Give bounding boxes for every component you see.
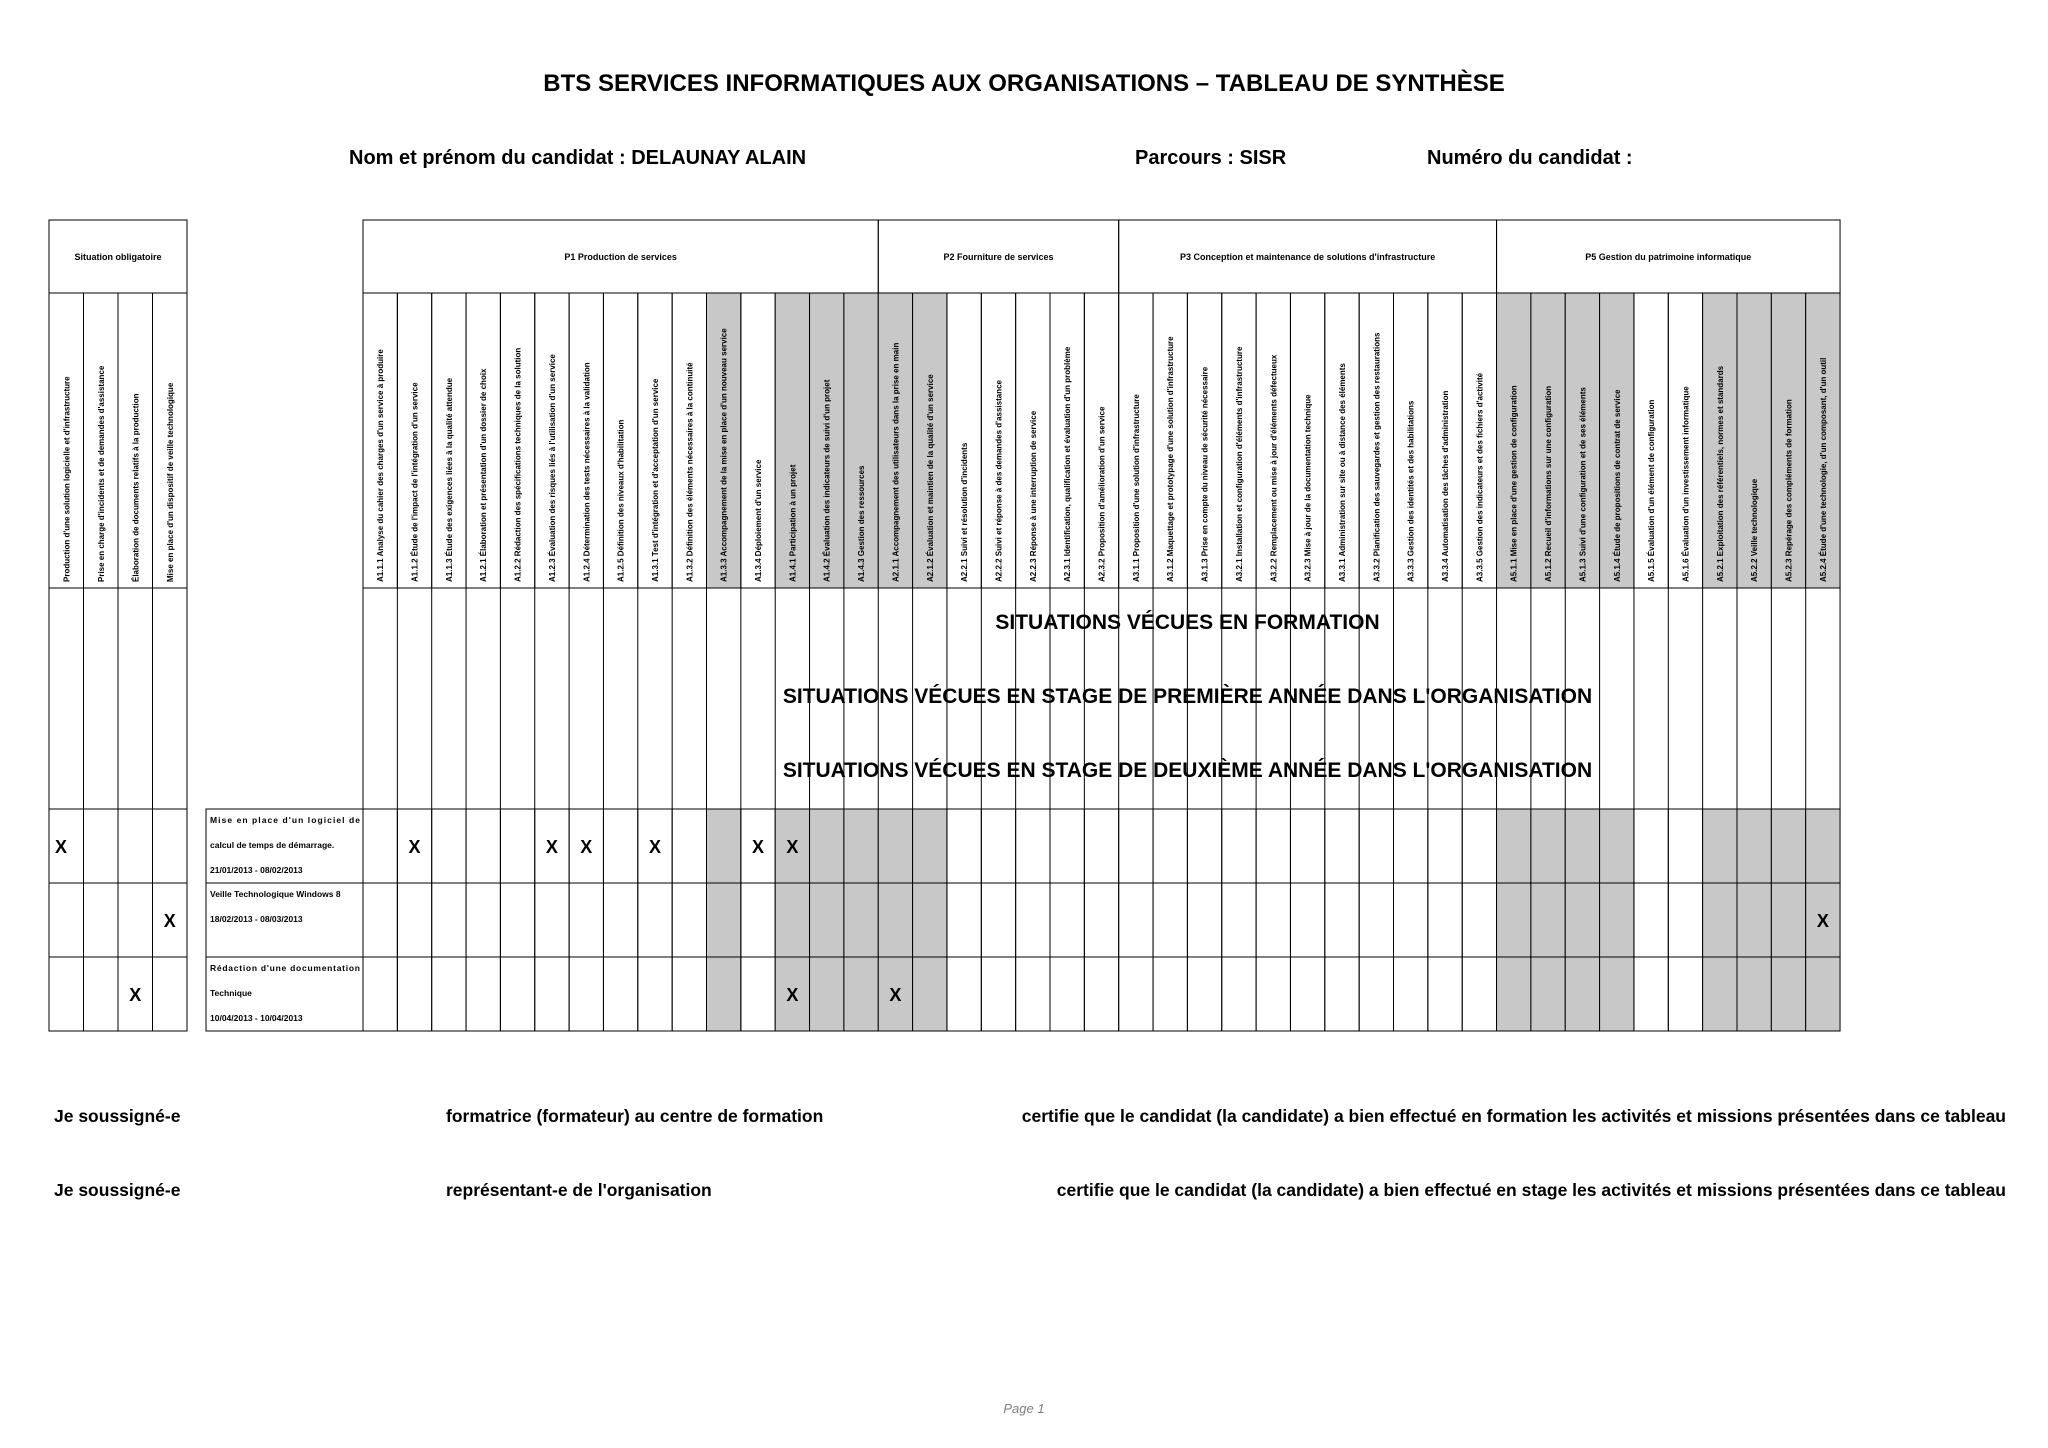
activity-cell — [363, 883, 397, 957]
activity-mark: X — [580, 837, 593, 857]
situation-description-line: Mise en place d'un logiciel de — [210, 815, 360, 825]
activity-cell — [1600, 883, 1634, 957]
activity-cell — [1634, 809, 1668, 883]
activity-cell — [1256, 957, 1290, 1031]
activity-mark: X — [889, 985, 902, 1005]
activity-cell — [844, 809, 878, 883]
activity-column-label: A3.2.1 Installation et configuration d'éléments d'infrastructure — [1234, 346, 1244, 582]
candidate-number: Numéro du candidat : — [1427, 147, 1633, 169]
activity-column-label: A3.3.3 Gestion des identités et des habilitations — [1406, 400, 1416, 582]
situation-cell — [153, 957, 188, 1031]
process-group-label: P3 Conception et maintenance de solutions d'infrastructure — [1180, 252, 1436, 262]
activity-cell — [1737, 883, 1771, 957]
activity-column-label: A1.3.4 Déploiement d'un service — [754, 459, 764, 582]
activity-column-label: A1.4.1 Participation à un projet — [788, 464, 798, 582]
cert2-role: représentant-e de l'organisation — [446, 1180, 712, 1200]
situation-cell — [84, 883, 119, 957]
activity-cell — [672, 883, 706, 957]
activity-cell — [1737, 809, 1771, 883]
page-title: BTS SERVICES INFORMATIQUES AUX ORGANISATIONS – TABLEAU DE SYNTHÈSE — [543, 70, 1505, 97]
situation-cell — [118, 809, 153, 883]
activity-cell — [1084, 957, 1118, 1031]
activity-column-label: A3.3.2 Planification des sauvegardes et gestion des restaurations — [1372, 332, 1382, 582]
activity-cell — [1187, 883, 1221, 957]
activity-cell — [1531, 809, 1565, 883]
activity-cell — [707, 883, 741, 957]
activity-cell — [1771, 883, 1805, 957]
situation-cell — [84, 809, 119, 883]
activity-column-label: A5.1.2 Recueil d'informations sur une configuration — [1544, 385, 1554, 582]
activity-cell — [1119, 883, 1153, 957]
activity-cell — [913, 883, 947, 957]
band-stage-second-year: SITUATIONS VÉCUES EN STAGE DE DEUXIÈME ANNÉE DANS L'ORGANISATION — [782, 759, 1593, 782]
activity-column-label: A5.2.3 Repérage des compléments de formation — [1784, 399, 1794, 582]
activity-cell — [1222, 883, 1256, 957]
situation-description-line: 10/04/2013 - 10/04/2013 — [210, 1013, 303, 1023]
activity-cell — [535, 957, 569, 1031]
activity-column-label: A1.4.2 Évaluation des indicateurs de suivi d'un projet — [822, 379, 832, 582]
activity-cell — [1290, 883, 1324, 957]
activity-cell — [844, 883, 878, 957]
activity-cell — [500, 809, 534, 883]
activity-column-label: A1.3.2 Définition des éléments nécessaires à la continuité — [685, 362, 695, 582]
activity-cell — [1016, 883, 1050, 957]
activity-cell — [1497, 809, 1531, 883]
activity-cell — [1428, 809, 1462, 883]
activity-cell — [1187, 957, 1221, 1031]
activity-cell — [535, 883, 569, 957]
activity-cell — [1187, 809, 1221, 883]
activity-cell — [1050, 957, 1084, 1031]
activity-cell — [466, 809, 500, 883]
situation-cell — [118, 883, 153, 957]
activity-mark: X — [545, 837, 558, 857]
activity-cell — [638, 883, 672, 957]
activity-cell — [1359, 957, 1393, 1031]
activity-cell — [1462, 809, 1496, 883]
situation-description-line: Technique — [210, 988, 252, 998]
activity-cell — [947, 957, 981, 1031]
candidate-name: Nom et prénom du candidat : DELAUNAY ALAIN — [349, 147, 807, 169]
activity-cell — [1050, 883, 1084, 957]
situation-mark: X — [54, 837, 68, 857]
activity-cell — [1394, 957, 1428, 1031]
activity-column-label: A2.2.2 Suivi et réponse à des demandes d'assistance — [994, 380, 1004, 582]
activity-cell — [1359, 809, 1393, 883]
activity-cell — [1325, 883, 1359, 957]
process-group-label: P1 Production de services — [564, 252, 677, 262]
activity-cell — [466, 957, 500, 1031]
activity-cell — [1050, 809, 1084, 883]
activity-cell — [432, 883, 466, 957]
activity-cell — [1565, 957, 1599, 1031]
activity-column-label: A2.1.1 Accompagnement des utilisateurs dans la prise en main — [891, 342, 901, 582]
cert2-statement: certifie que le candidat (la candidate) a bien effectué en stage les activités et missions présentées dans ce tableau — [1056, 1180, 2006, 1200]
activity-column-label: A1.2.1 Élaboration et présentation d'un dossier de choix — [479, 368, 489, 582]
activity-column-label: A1.3.1 Test d'intégration et d'acceptation d'un service — [650, 378, 660, 582]
activity-cell — [1428, 957, 1462, 1031]
activity-cell — [1084, 809, 1118, 883]
activity-cell — [1634, 883, 1668, 957]
activity-column-label: A1.1.1 Analyse du cahier des charges d'un service à produire — [376, 349, 386, 582]
activity-cell — [1531, 883, 1565, 957]
activity-cell — [707, 809, 741, 883]
activity-cell — [1771, 809, 1805, 883]
activity-cell — [1703, 957, 1737, 1031]
activity-cell — [1325, 809, 1359, 883]
situation-column-label: Prise en charge d'incidents et de demandes d'assistance — [96, 365, 106, 582]
situation-header-label: Situation obligatoire — [74, 252, 162, 262]
band-stage-first-year: SITUATIONS VÉCUES EN STAGE DE PREMIÈRE ANNÉE DANS L'ORGANISATION — [782, 685, 1593, 708]
cert1-role: formatrice (formateur) au centre de formation — [446, 1106, 824, 1126]
activity-column-label: A3.2.2 Remplacement ou mise à jour d'éléments défectueux — [1269, 354, 1279, 582]
activity-cell — [363, 957, 397, 1031]
activity-cell — [1016, 809, 1050, 883]
activity-column-label: A3.3.1 Administration sur site ou à distance des éléments — [1337, 363, 1347, 582]
activity-cell — [1222, 957, 1256, 1031]
activity-cell — [981, 809, 1015, 883]
activity-column-label: A1.2.4 Détermination des tests nécessaires à la validation — [582, 362, 592, 582]
cert1-signer: Je soussigné-e — [54, 1106, 181, 1126]
activity-column-label: A1.4.3 Gestion des ressources — [857, 465, 867, 582]
activity-cell — [1290, 957, 1324, 1031]
activity-cell — [1497, 957, 1531, 1031]
activity-column-label: A5.1.4 Étude de propositions de contrat de service — [1612, 389, 1622, 582]
cert1-statement: certifie que le candidat (la candidate) a bien effectué en formation les activités et missions présentées dans ce tableau — [1021, 1106, 2006, 1126]
situation-description-line: 21/01/2013 - 08/02/2013 — [210, 865, 303, 875]
activity-cell — [1084, 883, 1118, 957]
situation-cell — [84, 957, 119, 1031]
activity-cell — [569, 883, 603, 957]
activity-cell — [1462, 883, 1496, 957]
activity-cell — [741, 957, 775, 1031]
activity-column-label: A5.2.2 Veille technologique — [1750, 478, 1760, 582]
situation-description-line: calcul de temps de démarrage. — [210, 840, 335, 850]
activity-cell — [1462, 957, 1496, 1031]
activity-cell — [775, 883, 809, 957]
situation-description-line: Veille Technologique Windows 8 — [210, 889, 341, 899]
situation-column-label: Mise en place d'un dispositif de veille technologique — [165, 382, 175, 582]
activity-cell — [1806, 957, 1840, 1031]
activity-cell — [638, 957, 672, 1031]
activity-cell — [913, 809, 947, 883]
situation-mark: X — [163, 911, 176, 931]
activity-cell — [397, 883, 431, 957]
activity-cell — [981, 957, 1015, 1031]
situation-cell — [153, 809, 188, 883]
activity-cell — [1394, 883, 1428, 957]
situation-mark: X — [129, 985, 142, 1005]
activity-cell — [432, 957, 466, 1031]
activity-cell — [1668, 809, 1702, 883]
candidate-parcours: Parcours : SISR — [1135, 147, 1287, 169]
activity-cell — [1222, 809, 1256, 883]
situation-cell — [49, 957, 84, 1031]
activity-cell — [981, 883, 1015, 957]
activity-cell — [1153, 809, 1187, 883]
activity-cell — [1600, 809, 1634, 883]
activity-column-label: A1.1.2 Étude de l'impact de l'intégration d'un service — [410, 382, 420, 582]
activity-column-label: A2.1.2 Évaluation et maintien de la qualité d'un service — [925, 374, 935, 582]
activity-column-label: A3.1.3 Prise en compte du niveau de sécurité nécessaire — [1200, 366, 1210, 582]
process-group-label: P2 Fourniture de services — [943, 252, 1054, 262]
activity-column-label: A1.2.3 Évaluation des risques liés à l'utilisation d'un service — [547, 354, 557, 582]
activity-column-label: A1.3.3 Accompagnement de la mise en place d'un nouveau service — [719, 328, 729, 582]
activity-cell — [1634, 957, 1668, 1031]
activity-cell — [1119, 809, 1153, 883]
activity-cell — [1531, 957, 1565, 1031]
activity-cell — [878, 809, 912, 883]
situation-column-label: Élaboration de documents relatifs à la production — [131, 393, 141, 582]
activity-cell — [810, 957, 844, 1031]
activity-cell — [672, 957, 706, 1031]
cert2-signer: Je soussigné-e — [54, 1180, 181, 1200]
activity-column-label: A3.2.3 Mise à jour de la documentation technique — [1303, 394, 1313, 582]
activity-cell — [1153, 957, 1187, 1031]
activity-column-label: A5.1.6 Évaluation d'un investissement informatique — [1681, 386, 1691, 582]
activity-column-label: A3.3.5 Gestion des indicateurs et des fichiers d'activité — [1475, 372, 1485, 582]
activity-cell — [1256, 883, 1290, 957]
activity-cell — [1016, 957, 1050, 1031]
activity-column-label: A1.2.5 Définition des niveaux d'habilitation — [616, 419, 626, 582]
activity-cell — [466, 883, 500, 957]
activity-cell — [878, 883, 912, 957]
activity-cell — [1703, 809, 1737, 883]
activity-cell — [1565, 883, 1599, 957]
activity-cell — [1703, 883, 1737, 957]
activity-column-label: A2.2.1 Suivi et résolution d'incidents — [960, 442, 970, 582]
activity-column-label: A1.1.3 Étude des exigences liées à la qualité attendue — [444, 377, 454, 582]
activity-mark: X — [786, 985, 799, 1005]
activity-cell — [603, 883, 637, 957]
activity-column-label: A2.3.2 Proposition d'amélioration d'un service — [1097, 406, 1107, 582]
activity-cell — [603, 809, 637, 883]
activity-cell — [1256, 809, 1290, 883]
activity-cell — [741, 883, 775, 957]
page-footer: Page 1 — [1003, 1401, 1045, 1416]
activity-cell — [1428, 883, 1462, 957]
activity-cell — [603, 957, 637, 1031]
activity-cell — [810, 809, 844, 883]
activity-cell — [1153, 883, 1187, 957]
activity-cell — [810, 883, 844, 957]
activity-cell — [707, 957, 741, 1031]
activity-mark: X — [786, 837, 799, 857]
activity-cell — [432, 809, 466, 883]
activity-column-label: A5.2.4 Étude d'une technologie, d'un composant, d'un outil — [1818, 357, 1828, 582]
activity-column-label: A2.2.3 Réponse à une interruption de service — [1028, 410, 1038, 582]
activity-mark: X — [648, 837, 661, 857]
situation-description-line: 18/02/2013 - 08/03/2013 — [210, 914, 303, 924]
activity-mark: X — [1816, 911, 1829, 931]
activity-mark: X — [408, 837, 421, 857]
activity-column-label: A5.2.1 Exploitation des référentiels, normes et standards — [1715, 365, 1725, 582]
activity-cell — [1806, 809, 1840, 883]
activity-column-label: A3.1.2 Maquettage et prototypage d'une solution d'infrastructure — [1166, 336, 1176, 582]
activity-column-label: A5.1.5 Évaluation d'un élément de configuration — [1647, 399, 1657, 582]
activity-cell — [913, 957, 947, 1031]
activity-column-label: A5.1.1 Mise en place d'une gestion de configuration — [1509, 385, 1519, 582]
activity-column-label: A3.3.4 Automatisation des tâches d'administration — [1441, 390, 1451, 582]
activity-cell — [844, 957, 878, 1031]
activity-cell — [1565, 809, 1599, 883]
activity-cell — [1497, 883, 1531, 957]
activity-cell — [500, 957, 534, 1031]
activity-cell — [1290, 809, 1324, 883]
activity-cell — [1668, 883, 1702, 957]
activity-cell — [1359, 883, 1393, 957]
activity-column-label: A3.1.1 Proposition d'une solution d'infrastructure — [1131, 394, 1141, 582]
activity-cell — [1394, 809, 1428, 883]
activity-cell — [569, 957, 603, 1031]
situation-column-label: Production d'une solution logicielle et d'infrastructure — [62, 376, 72, 582]
situation-description-line: Rédaction d'une documentation — [210, 963, 360, 973]
activity-column-label: A5.1.3 Suivi d'une configuration et de ses éléments — [1578, 387, 1588, 582]
activity-cell — [363, 809, 397, 883]
activity-cell — [1325, 957, 1359, 1031]
activity-cell — [947, 809, 981, 883]
situation-cell — [49, 883, 84, 957]
activity-cell — [672, 809, 706, 883]
process-group-label: P5 Gestion du patrimoine informatique — [1585, 252, 1752, 262]
band-formation: SITUATIONS VÉCUES EN FORMATION — [995, 611, 1380, 634]
activity-cell — [1600, 957, 1634, 1031]
activity-mark: X — [752, 837, 765, 857]
activity-cell — [1771, 957, 1805, 1031]
activity-cell — [1668, 957, 1702, 1031]
activity-column-label: A2.3.1 Identification, qualification et évaluation d'un problème — [1063, 346, 1073, 582]
activity-cell — [1119, 957, 1153, 1031]
activity-cell — [1737, 957, 1771, 1031]
activity-column-label: A1.2.2 Rédaction des spécifications techniques de la solution — [513, 347, 523, 582]
activity-cell — [397, 957, 431, 1031]
activity-cell — [500, 883, 534, 957]
activity-cell — [947, 883, 981, 957]
